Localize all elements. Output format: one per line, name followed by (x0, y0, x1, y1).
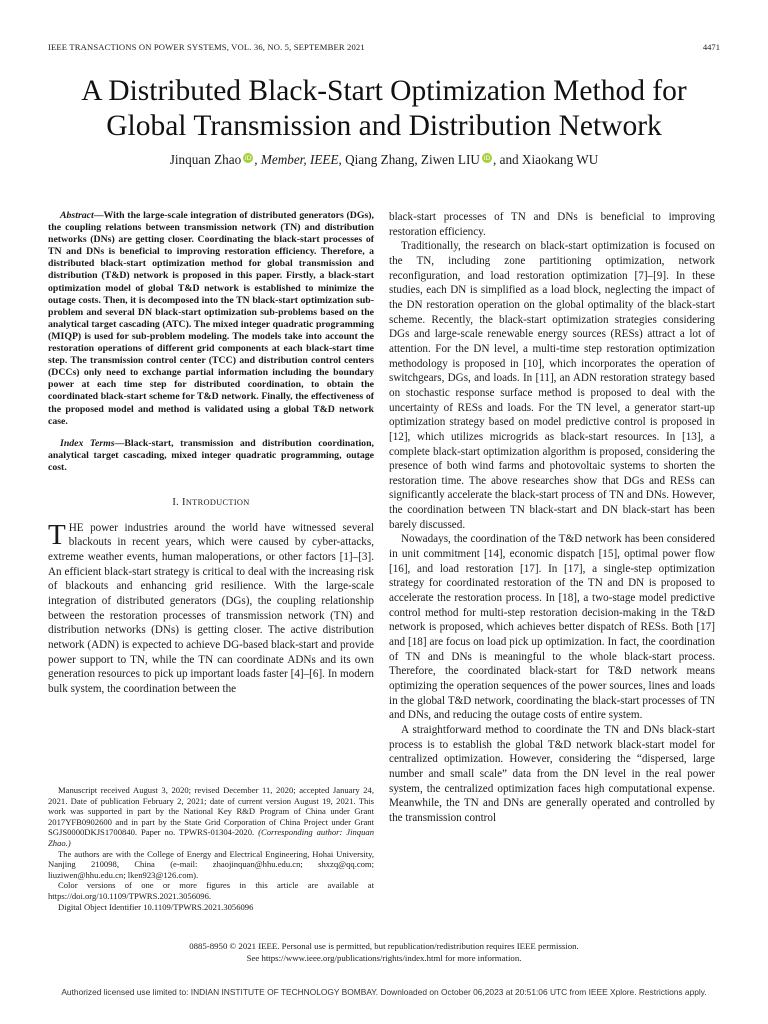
index-terms-label: Index Terms (60, 437, 115, 449)
footnote-manuscript (48, 785, 374, 849)
index-terms (48, 438, 374, 474)
intro-text: HE power industries around the world have witnessed several blackouts in recent years, which were caused by cyber-attacks, extreme weather events, human maloperations, or other factors [1]–[3]. An efficient black-start strategy is critical to deal with the increasing risk of blackouts and enhancing grid resilience. With the large-scale integration of distributed generators (DGs), the coupling relationship between the restoration processes of transmission network (TN) and distribution networks (DNs) is getting closer. The active distribution network (ADN) is expected to achieve DG-based black-start and provide power support to TN, while the TN can coordinate ADNs and its own generation resources to pick up important loads faster [4]–[6]. In modern bulk system, the coordination between the (48, 521, 374, 695)
right-column (389, 210, 715, 826)
footnote-color-versions[interactable]: Color versions of one or more figures in this article are available at https://doi.org/10.1109/TPWRS.2021.3056096. (48, 880, 374, 901)
orcid-icon[interactable]: iD (244, 154, 252, 162)
footnote-manuscript-text: Manuscript received August 3, 2020; revised December 11, 2020; accepted January 24, 2021. Date of publication February 2, 2021; date of current version August 19, 2021. This work was supported in part by the National Key R&D Program of China under Grant 2017YFB0902600 and in part by the State Grid Corporation of China Project under Grant SGJS0000DKJS1700840. Paper no. TPWRS-01304-2020. (48, 785, 374, 838)
paper-title (0, 74, 768, 144)
running-header: IEEE TRANSACTIONS ON POWER SYSTEMS, VOL. 36, NO. 5, SEPTEMBER 2021 (48, 42, 365, 52)
footnote-doi: Digital Object Identifier 10.1109/TPWRS.2021.3056096 (58, 901, 254, 912)
abstract-text: With the large-scale integration of distributed generators (DGs), the coupling relations between transmission network (TN) and distribution networks (DNs) are getting closer. Coordinating the black-start processes of TN and DNs is beneficial to improving restoration efficiency. Therefore, a distributed black-start optimization method for global transmission and distribution (T&D) network is proposed in this paper. Firstly, a black-start optimization model of global T&D network is established to minimize the outage costs. Then, it is decomposed into the TN black-start optimization sub-problem and several DN black-start optimization sub-problems based on the analytical target cascading (ATC). The mixed integer quadratic programming (MIQP) is used for sub-problem modeling. The models take into account the restoration operations of different grid components at each black-start time step. The transmission control center (TCC) and distribution control centers (DCCs) only need to exchange partial information including the boundary power at each time step for distributed coordination, to obtain the coordinated black-start scheme for T&D network. Finally, the effectiveness of the proposed model and method is validated using a global T&D network case. (48, 210, 374, 427)
copyright-line-2[interactable]: See https://www.ieee.org/publications/rights/index.html for more information. (246, 953, 522, 963)
paragraph: black-start processes of TN and DNs is beneficial to improving restoration efficiency. (389, 211, 715, 238)
copyright-notice (0, 940, 768, 964)
license-footer: Authorized licensed use limited to: INDIAN INSTITUTE OF TECHNOLOGY BOMBAY. Downloaded on October 06,2023 at 20:51:06 UTC from IEEE Xplore. Restrictions apply. (61, 987, 707, 997)
index-terms-dash: — (114, 437, 125, 449)
abstract-dash: — (93, 210, 104, 221)
footnote (48, 785, 374, 912)
author-list (0, 152, 768, 168)
intro-paragraph (48, 518, 374, 697)
section-title-first: I (182, 496, 186, 508)
author-2-3: , Qiang Zhang, Ziwen LIU (338, 152, 480, 167)
footnote-affiliation: The authors are with the College of Energy and Electrical Engineering, Hohai University, Nanjing 210098, China (e-mail: zhaojinquan@hhu.edu.cn; shxzq@qq.com; liuziwen@hhu.edu.cn; lken923@126.com). (48, 848, 374, 880)
drop-cap: T (48, 518, 66, 551)
page-number: 4471 (702, 42, 720, 52)
title-line-2: Global Transmission and Distribution Network (106, 110, 662, 142)
paragraph: Traditionally, the research on black-start optimization is focused on the TN, including zone partitioning optimization, network reconfiguration, and load restoration optimization [7]–[9]. In these studies, each DN is simplified as a load block, neglecting the impact of the DN restoration operation on the global optimality of the black-start scheme. Recently, the black-start optimization strategies considering DGs and large-scale renewable energy sources (RESs) attract a lot of attention. For the DN level, a multi-time step restoration optimization methodology is proposed in [10], which incorporates the operation of switchgears, DGs, and loads. In [11], an ADN restoration strategy based on stochastic response surface method is proposed to deal with the uncertainty of RESs and loads. For the TN level, a generator start-up optimization strategy based on model predictive control is proposed in [12], which utilizes microgrids as black-start resources. In [13], a complete black-start optimization algorithm is proposed, considering the presence of both wind farms and photovoltaic systems to shorten the restoration time. The above researches show that DGs and RESs can significantly accelerate the black-start process of TN and DNs. However, the coordination between TN black-start and DN black-start has been barely discussed. (389, 240, 715, 531)
section-title-rest: NTRODUCTION (185, 497, 250, 507)
left-column (48, 210, 374, 697)
author-1-role: , Member, IEEE (254, 152, 339, 167)
paragraph: A straightforward method to coordinate the TN and DNs black-start process is to establish the global T&D network black-start model for centralized optimization. However, considering the “dispersed, large number and small scale” data from the DN level in the real power system, the centralized optimization faces high computational expense. Meanwhile, the TN and DNs are generally operated and controlled by the transmission control (389, 723, 715, 824)
abstract (48, 210, 374, 428)
author-4: , and Xiaokang WU (493, 152, 599, 167)
title-line-1: A Distributed Black-Start Optimization Method for (81, 75, 687, 107)
copyright-line-1: 0885-8950 © 2021 IEEE. Personal use is permitted, but republication/redistribution requires IEEE permission. (189, 941, 579, 951)
abstract-label: Abstract (60, 210, 94, 221)
corresponding-author: (Corresponding author: Jinquan Zhao.) (48, 827, 374, 848)
index-terms-text: Black-start, transmission and distribution coordination, analytical target cascading, mixed integer quadratic programming, outage cost. (48, 437, 374, 473)
paragraph: Nowadays, the coordination of the T&D network has been considered in unit commitment [14], economic dispatch [15], optimal power flow [16], and load restoration [17]. In [17], a single-step optimization strategy for coordinated restoration of the TN and DN is proposed to accelerate the restoration process. In [18], a two-stage model predictive control method for multi-step restoration decision-making in the T&D network is proposed, which achieves better dispatch of RESs. Both [17] and [18] are focus on load pick up optimization. In fact, the coordination of TN and DNs is meaningful to the whole black-start process. Therefore, the coordinated black-start for T&D network means optimizing the operation sequences of the power sources, lines and loads in the global T&D network, coordinating the black-start processes of TN and DNs, and reducing the outage costs of entire system. (389, 533, 715, 722)
author-1: Jinquan Zhao (169, 152, 242, 167)
section-number: I. (172, 496, 180, 508)
orcid-icon[interactable]: iD (483, 154, 491, 162)
section-heading (48, 496, 374, 511)
